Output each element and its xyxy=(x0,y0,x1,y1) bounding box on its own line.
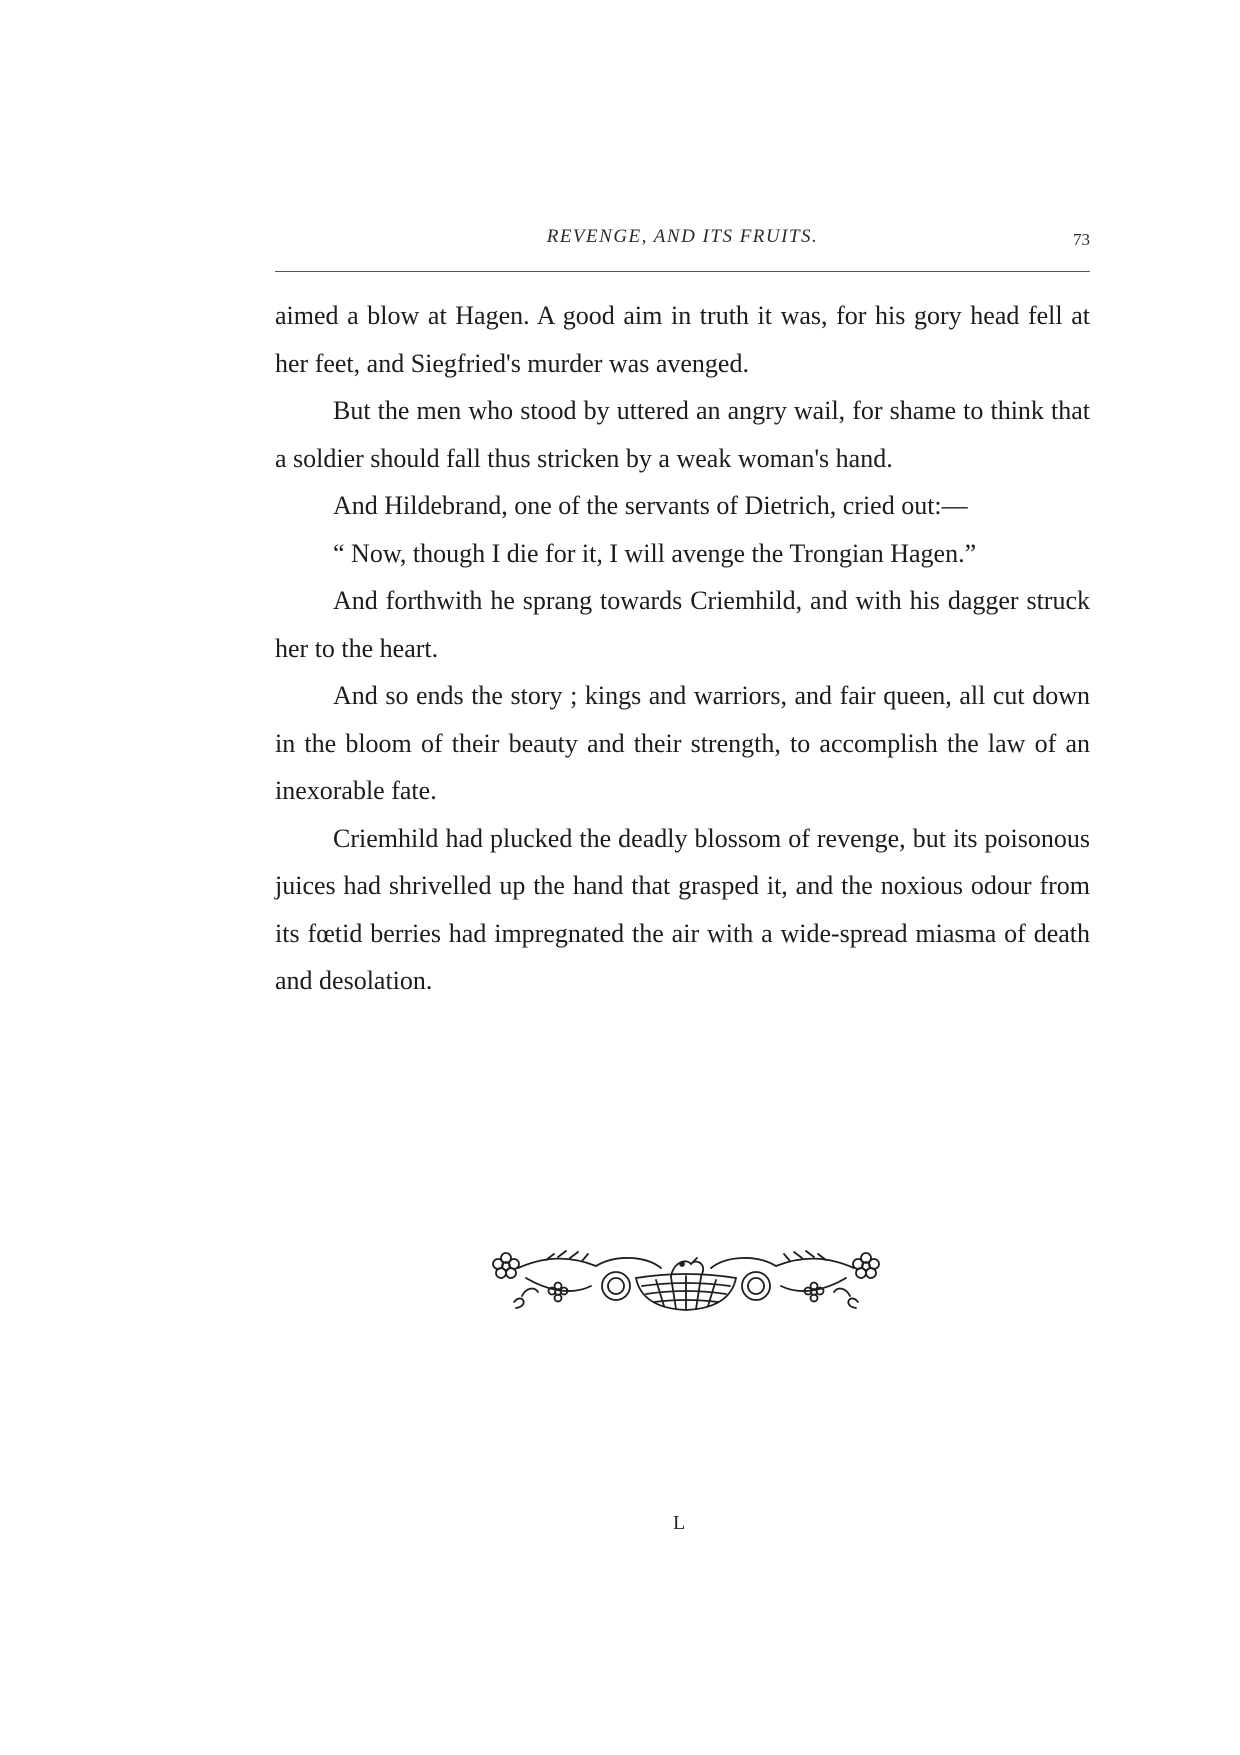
flower-icon xyxy=(493,1253,519,1278)
basket-icon xyxy=(636,1258,736,1310)
body-text xyxy=(275,292,1090,1005)
flower-icon xyxy=(549,1283,568,1302)
paragraph: And Hildebrand, one of the servants of Dietrich, cried out:— xyxy=(333,491,968,520)
signature-mark: L xyxy=(673,1512,686,1534)
flower-icon xyxy=(805,1283,824,1302)
paragraph: And forthwith he sprang towards Criemhild, and with his dagger struck her to the heart. xyxy=(275,586,1090,663)
flower-icon xyxy=(853,1253,879,1278)
floral-basket-tailpiece-icon xyxy=(486,1248,886,1314)
page-number: 73 xyxy=(1073,230,1090,249)
paragraph: aimed a blow at Hagen. A good aim in truth it was, for his gory head fell at her feet, and Siegfried's murder was avenged. xyxy=(275,301,1090,378)
page-header xyxy=(275,226,1090,266)
paragraph: “ Now, though I die for it, I will avenge the Trongian Hagen.” xyxy=(333,538,977,568)
running-head: REVENGE, AND ITS FRUITS. xyxy=(546,226,819,247)
paragraph: And so ends the story ; kings and warriors, and fair queen, all cut down in the bloom of their beauty and their strength, to accomplish the law of an inexorable fate. xyxy=(275,681,1090,805)
paragraph: But the men who stood by uttered an angry wail, for shame to think that a soldier should fall thus stricken by a weak woman's hand. xyxy=(275,396,1090,473)
paragraph: Criemhild had plucked the deadly blossom of revenge, but its poisonous juices had shrivelled up the hand that grasped it, and the noxious odour from its fœtid berries had impregnated the air with a wide-spread miasma of death and desolation. xyxy=(275,823,1090,995)
header-rule xyxy=(275,271,1090,272)
